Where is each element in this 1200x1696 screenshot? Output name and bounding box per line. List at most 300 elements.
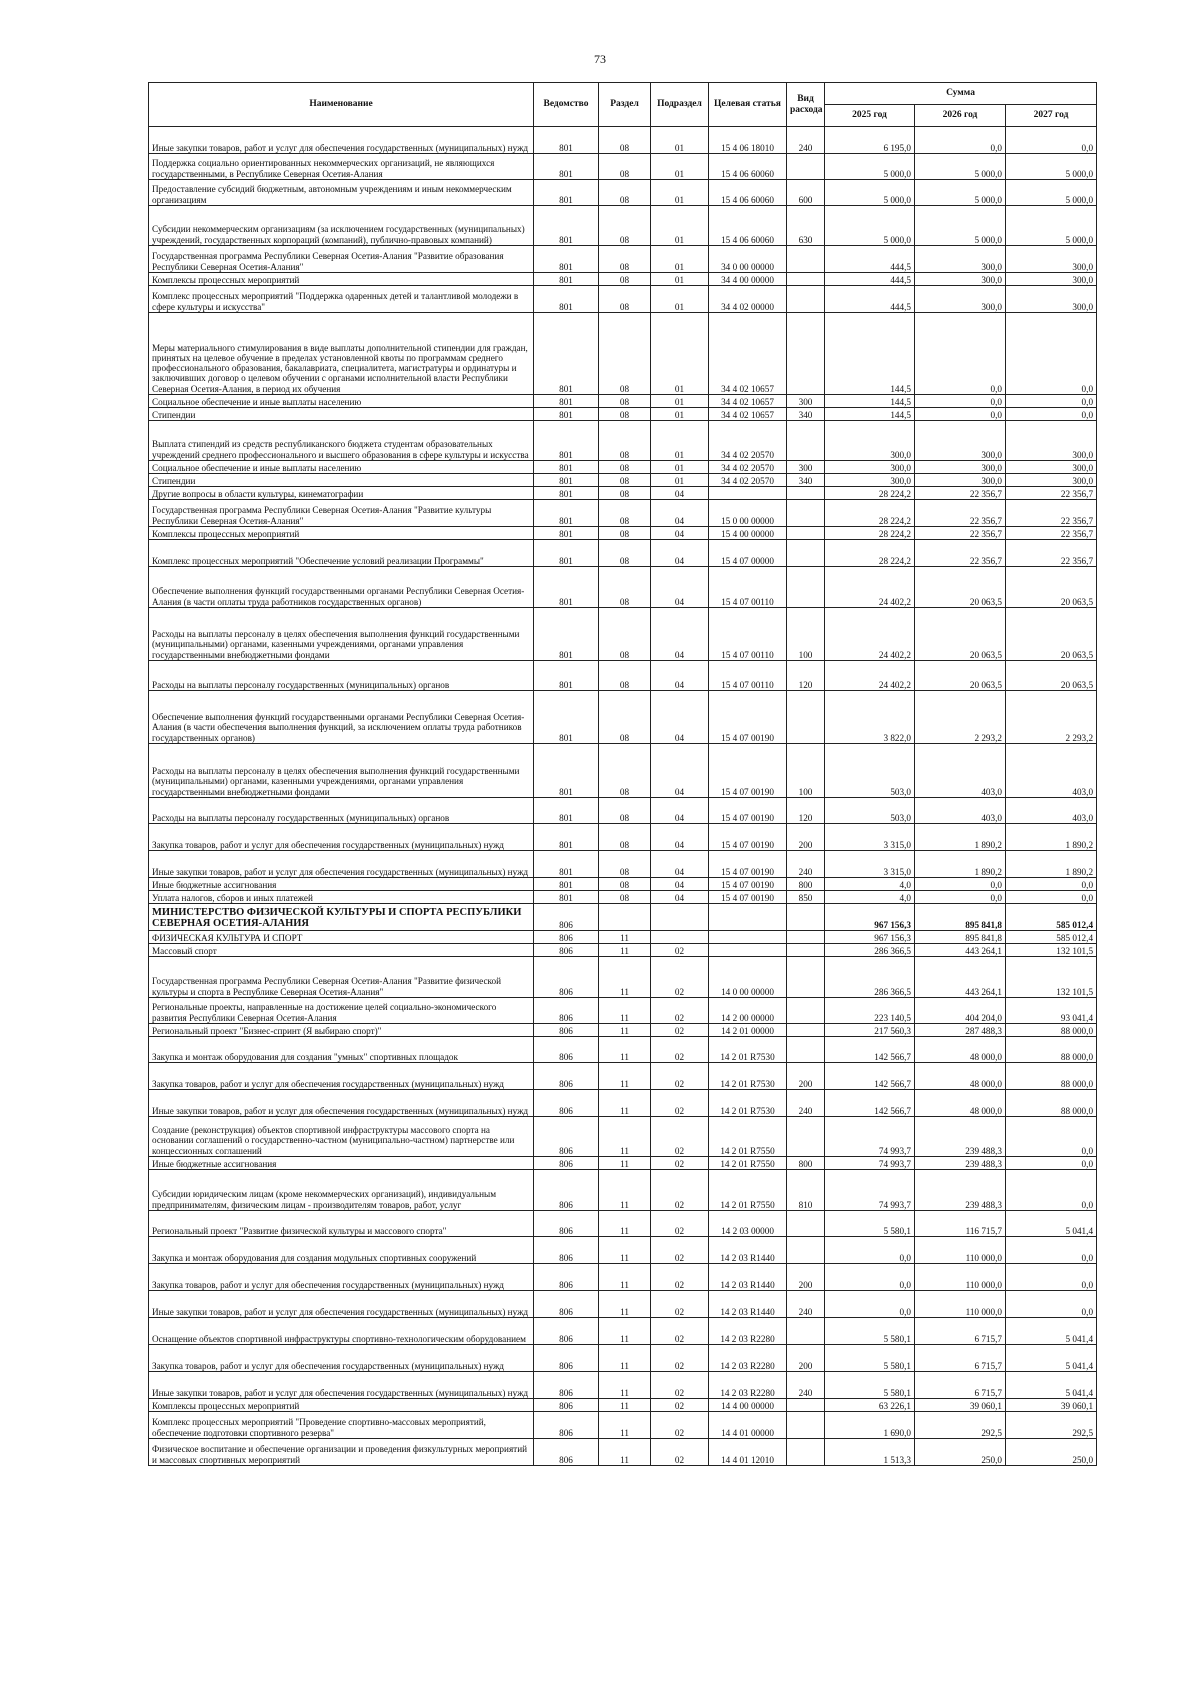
row-sum-2026: 239 488,3 [915,1117,1006,1157]
row-target: 34 4 00 00000 [709,273,787,286]
table-row [149,246,1097,273]
row-dept: 801 [534,527,599,540]
row-sum-2026: 300,0 [915,286,1006,313]
row-target: 14 2 01 R7530 [709,1063,787,1090]
row-expense-type [787,487,825,500]
row-sum-2027: 5 000,0 [1006,206,1097,246]
row-section: 08 [599,408,651,421]
row-sum-2026: 287 488,3 [915,1024,1006,1037]
row-section: 11 [599,998,651,1024]
row-target: 15 4 00 00000 [709,527,787,540]
row-sum-2026: 404 204,0 [915,998,1006,1024]
row-expense-type [787,1117,825,1157]
row-section: 08 [599,527,651,540]
row-target: 34 4 02 20570 [709,474,787,487]
row-sum-2026: 300,0 [915,421,1006,461]
row-target: 15 4 07 00190 [709,798,787,824]
row-sum-2025: 28 224,2 [825,500,915,527]
row-dept: 801 [534,421,599,461]
row-section: 08 [599,246,651,273]
row-section: 08 [599,824,651,851]
table-row [149,540,1097,567]
row-sum-2026: 895 841,8 [915,904,1006,931]
row-sum-2027: 0,0 [1006,878,1097,891]
row-subsection: 02 [651,1170,709,1211]
row-target [709,931,787,944]
row-expense-type [787,1318,825,1345]
row-sum-2026: 110 000,0 [915,1291,1006,1318]
row-sum-2025: 142 566,7 [825,1063,915,1090]
table-row [149,1264,1097,1291]
row-name: Закупка товаров, работ и услуг для обеспечения государственных (муниципальных) нужд [149,1063,534,1090]
row-name: Массовый спорт [149,944,534,957]
row-expense-type [787,691,825,744]
row-subsection: 02 [651,1439,709,1466]
row-sum-2027: 300,0 [1006,246,1097,273]
row-dept: 801 [534,851,599,878]
row-sum-2025: 300,0 [825,461,915,474]
row-name: Закупка товаров, работ и услуг для обеспечения государственных (муниципальных) нужд [149,824,534,851]
row-subsection: 04 [651,608,709,661]
row-dept: 806 [534,1117,599,1157]
row-sum-2025: 5 580,1 [825,1372,915,1399]
row-name: Закупка товаров, работ и услуг для обеспечения государственных (муниципальных) нужд [149,1264,534,1291]
row-dept: 801 [534,154,599,180]
row-subsection: 02 [651,998,709,1024]
row-name: Государственная программа Республики Северная Осетия-Алания "Развитие физической культуры и спорта в Республике Северная Осетия-Алания" [149,957,534,998]
row-sum-2026: 110 000,0 [915,1237,1006,1264]
row-sum-2025: 5 580,1 [825,1211,915,1237]
row-name: Закупка и монтаж оборудования для создания "умных" спортивных площадок [149,1037,534,1063]
row-dept: 806 [534,1090,599,1117]
row-sum-2027: 39 060,1 [1006,1399,1097,1412]
row-subsection: 02 [651,1399,709,1412]
row-dept: 801 [534,313,599,395]
row-sum-2027: 0,0 [1006,408,1097,421]
row-target: 34 4 02 10657 [709,395,787,408]
row-subsection: 01 [651,474,709,487]
row-section: 08 [599,691,651,744]
row-target: 15 4 06 18010 [709,127,787,154]
row-dept: 806 [534,1170,599,1211]
row-name: Региональные проекты, направленные на достижение целей социально-экономического развития Республики Северная Осетия-Алания [149,998,534,1024]
row-sum-2027: 0,0 [1006,395,1097,408]
row-sum-2025: 144,5 [825,408,915,421]
row-subsection: 04 [651,798,709,824]
row-sum-2025: 223 140,5 [825,998,915,1024]
row-target: 15 4 07 00190 [709,824,787,851]
row-name: Государственная программа Республики Северная Осетия-Алания "Развитие образования Республики Северная Осетия-Алания" [149,246,534,273]
row-expense-type: 240 [787,1291,825,1318]
row-target: 14 2 01 00000 [709,1024,787,1037]
row-sum-2026: 895 841,8 [915,931,1006,944]
row-dept: 801 [534,500,599,527]
row-sum-2025: 444,5 [825,246,915,273]
header-section: Раздел [599,83,651,127]
row-sum-2026: 22 356,7 [915,540,1006,567]
table-row [149,1090,1097,1117]
row-subsection: 01 [651,246,709,273]
row-sum-2026: 22 356,7 [915,487,1006,500]
row-dept: 806 [534,904,599,931]
row-subsection: 02 [651,1345,709,1372]
row-sum-2025: 967 156,3 [825,931,915,944]
row-name: Расходы на выплаты персоналу государственных (муниципальных) органов [149,798,534,824]
row-sum-2027: 132 101,5 [1006,957,1097,998]
row-name: Физическое воспитание и обеспечение организации и проведения физкультурных мероприятий и массовых спортивных мероприятий [149,1439,534,1466]
row-name: Иные закупки товаров, работ и услуг для обеспечения государственных (муниципальных) нужд [149,127,534,154]
row-sum-2026: 292,5 [915,1412,1006,1439]
row-sum-2025: 444,5 [825,273,915,286]
table-row [149,878,1097,891]
row-name: Другие вопросы в области культуры, кинематографии [149,487,534,500]
row-section: 11 [599,1291,651,1318]
row-name: Иные закупки товаров, работ и услуг для обеспечения государственных (муниципальных) нужд [149,851,534,878]
row-expense-type: 120 [787,661,825,691]
row-section: 08 [599,474,651,487]
row-name: Стипендии [149,408,534,421]
row-section: 11 [599,944,651,957]
table-row [149,180,1097,206]
row-subsection: 02 [651,1024,709,1037]
row-expense-type [787,313,825,395]
row-target: 34 4 02 10657 [709,313,787,395]
row-sum-2025: 74 993,7 [825,1117,915,1157]
row-sum-2027: 403,0 [1006,744,1097,798]
table-row [149,408,1097,421]
row-section: 08 [599,661,651,691]
row-sum-2027: 250,0 [1006,1439,1097,1466]
row-section: 08 [599,127,651,154]
row-dept: 801 [534,567,599,608]
row-subsection: 01 [651,408,709,421]
row-dept: 801 [534,691,599,744]
row-sum-2026: 6 715,7 [915,1318,1006,1345]
row-section: 11 [599,1211,651,1237]
row-name: Региональный проект "Бизнес-спринт (Я выбираю спорт)" [149,1024,534,1037]
table-row [149,206,1097,246]
row-sum-2025: 74 993,7 [825,1170,915,1211]
row-expense-type [787,527,825,540]
table-row [149,1291,1097,1318]
header-target: Целевая статья [709,83,787,127]
row-section: 08 [599,421,651,461]
row-sum-2027: 1 890,2 [1006,851,1097,878]
row-expense-type: 200 [787,1264,825,1291]
row-expense-type: 100 [787,744,825,798]
row-sum-2025: 3 822,0 [825,691,915,744]
table-row [149,1439,1097,1466]
row-target: 14 2 03 00000 [709,1211,787,1237]
row-name: Иные закупки товаров, работ и услуг для обеспечения государственных (муниципальных) нужд [149,1090,534,1117]
row-sum-2027: 132 101,5 [1006,944,1097,957]
row-expense-type [787,540,825,567]
row-dept: 801 [534,461,599,474]
row-sum-2026: 0,0 [915,395,1006,408]
table-row [149,1318,1097,1345]
row-section: 11 [599,1237,651,1264]
row-sum-2026: 48 000,0 [915,1063,1006,1090]
table-row [149,1037,1097,1063]
row-subsection: 01 [651,273,709,286]
row-target: 34 4 02 10657 [709,408,787,421]
row-sum-2025: 24 402,2 [825,567,915,608]
row-sum-2026: 116 715,7 [915,1211,1006,1237]
row-target: 14 4 01 12010 [709,1439,787,1466]
table-row [149,944,1097,957]
row-dept: 801 [534,474,599,487]
row-dept: 801 [534,824,599,851]
row-dept: 801 [534,744,599,798]
table-row [149,891,1097,904]
row-dept: 806 [534,1024,599,1037]
row-dept: 801 [534,395,599,408]
row-subsection: 01 [651,180,709,206]
row-dept: 806 [534,1439,599,1466]
row-expense-type: 240 [787,1372,825,1399]
row-sum-2027: 22 356,7 [1006,487,1097,500]
row-subsection: 02 [651,1318,709,1345]
row-sum-2026: 239 488,3 [915,1157,1006,1170]
row-dept: 806 [534,1264,599,1291]
page-number: 73 [594,52,606,66]
row-subsection: 04 [651,851,709,878]
row-name: Уплата налогов, сборов и иных платежей [149,891,534,904]
row-subsection: 01 [651,313,709,395]
row-target: 15 4 07 00190 [709,744,787,798]
row-expense-type: 120 [787,798,825,824]
row-sum-2026: 0,0 [915,878,1006,891]
row-sum-2026: 22 356,7 [915,500,1006,527]
row-section: 11 [599,1063,651,1090]
row-sum-2025: 5 580,1 [825,1318,915,1345]
row-expense-type [787,286,825,313]
row-sum-2027: 292,5 [1006,1412,1097,1439]
row-target: 15 4 06 60060 [709,206,787,246]
row-sum-2026: 22 356,7 [915,527,1006,540]
row-section: 08 [599,878,651,891]
row-sum-2025: 5 000,0 [825,180,915,206]
row-expense-type [787,1037,825,1063]
row-sum-2025: 286 366,5 [825,944,915,957]
row-expense-type [787,1399,825,1412]
row-expense-type [787,957,825,998]
row-expense-type [787,1237,825,1264]
row-target: 15 4 07 00190 [709,851,787,878]
row-sum-2026: 300,0 [915,246,1006,273]
row-dept: 806 [534,1372,599,1399]
row-section: 08 [599,206,651,246]
row-sum-2025: 5 000,0 [825,154,915,180]
row-expense-type [787,998,825,1024]
table-row [149,931,1097,944]
row-section [599,904,651,931]
table-row [149,1399,1097,1412]
header-name: Наименование [149,83,534,127]
row-expense-type [787,1439,825,1466]
row-dept: 806 [534,998,599,1024]
row-target [709,944,787,957]
row-name: Меры материального стимулирования в виде выплаты дополнительной стипендии для граждан, принятых на целевое обучение в пределах установленной квоты по программам среднего профессионального образования, бакалавриата, специалитета, магистратуры и ординатуры и заключивших договор о целевом обучении с органами исполнительной власти Республики Северная Осетия-Алания, в период их обучения [149,313,534,395]
row-name: Расходы на выплаты персоналу в целях обеспечения выполнения функций государственными (муниципальными) органами, казенными учреждениями, органами управления государственными внебюджетными фондами [149,744,534,798]
row-sum-2027: 20 063,5 [1006,567,1097,608]
row-subsection [651,904,709,931]
row-subsection: 01 [651,154,709,180]
row-expense-type: 200 [787,1345,825,1372]
row-name: Комплексы процессных мероприятий [149,527,534,540]
row-target: 14 4 00 00000 [709,1399,787,1412]
row-name: Обеспечение выполнения функций государственными органами Республики Северная Осетия-Алания (в части обеспечения выполнения функций, за исключением оплаты труда работников государственных органов) [149,691,534,744]
row-sum-2026: 443 264,1 [915,957,1006,998]
row-sum-2025: 144,5 [825,395,915,408]
row-sum-2025: 1 690,0 [825,1412,915,1439]
table-row [149,421,1097,461]
row-sum-2026: 5 000,0 [915,180,1006,206]
row-expense-type [787,1024,825,1037]
row-sum-2025: 217 560,3 [825,1024,915,1037]
row-expense-type: 300 [787,461,825,474]
row-section: 08 [599,851,651,878]
row-sum-2027: 403,0 [1006,798,1097,824]
row-section: 11 [599,931,651,944]
row-sum-2025: 300,0 [825,474,915,487]
row-sum-2025: 0,0 [825,1291,915,1318]
row-sum-2025: 6 195,0 [825,127,915,154]
row-target: 14 2 03 R2280 [709,1318,787,1345]
row-sum-2026: 20 063,5 [915,567,1006,608]
row-sum-2025: 4,0 [825,891,915,904]
row-name: Комплекс процессных мероприятий "Проведение спортивно-массовых мероприятий, обеспечение подготовки спортивного резерва" [149,1412,534,1439]
row-target: 14 2 01 R7530 [709,1037,787,1063]
row-target: 14 2 01 R7550 [709,1170,787,1211]
row-dept: 801 [534,878,599,891]
row-section: 11 [599,1024,651,1037]
row-dept: 801 [534,206,599,246]
row-sum-2027: 20 063,5 [1006,608,1097,661]
row-expense-type: 340 [787,474,825,487]
row-expense-type: 850 [787,891,825,904]
row-section: 11 [599,1372,651,1399]
row-target: 14 2 00 00000 [709,998,787,1024]
row-expense-type: 810 [787,1170,825,1211]
row-expense-type: 800 [787,878,825,891]
row-dept: 806 [534,1318,599,1345]
table-row [149,851,1097,878]
row-target: 34 0 00 00000 [709,246,787,273]
row-name: Оснащение объектов спортивной инфраструктуры спортивно-технологическим оборудованием [149,1318,534,1345]
row-target: 15 0 00 00000 [709,500,787,527]
row-section: 11 [599,1117,651,1157]
table-row [149,744,1097,798]
row-subsection: 02 [651,1063,709,1090]
row-target: 14 2 01 R7550 [709,1117,787,1157]
table-row [149,500,1097,527]
row-subsection: 01 [651,395,709,408]
row-name: Выплата стипендий из средств республиканского бюджета студентам образовательных учреждений среднего профессионального и высшего образования в сфере культуры и искусства [149,421,534,461]
row-subsection: 02 [651,1237,709,1264]
row-name: Комплекс процессных мероприятий "Поддержка одаренных детей и талантливой молодежи в сфере культуры и искусства" [149,286,534,313]
row-expense-type [787,567,825,608]
row-sum-2027: 300,0 [1006,474,1097,487]
row-sum-2025: 300,0 [825,421,915,461]
row-section: 11 [599,1318,651,1345]
row-sum-2026: 6 715,7 [915,1372,1006,1399]
row-section: 08 [599,395,651,408]
row-sum-2025: 967 156,3 [825,904,915,931]
row-sum-2027: 0,0 [1006,1157,1097,1170]
row-sum-2025: 24 402,2 [825,661,915,691]
row-name: Расходы на выплаты персоналу государственных (муниципальных) органов [149,661,534,691]
row-target: 14 2 03 R2280 [709,1372,787,1399]
table-row [149,1372,1097,1399]
row-target [709,487,787,500]
row-sum-2026: 1 890,2 [915,824,1006,851]
row-sum-2027: 585 012,4 [1006,904,1097,931]
row-section: 08 [599,313,651,395]
row-sum-2025: 5 000,0 [825,206,915,246]
row-subsection: 04 [651,691,709,744]
row-expense-type [787,944,825,957]
row-expense-type: 240 [787,851,825,878]
row-dept: 801 [534,180,599,206]
row-name: Социальное обеспечение и иные выплаты населению [149,461,534,474]
row-section: 08 [599,487,651,500]
row-sum-2025: 3 315,0 [825,851,915,878]
row-subsection: 02 [651,1117,709,1157]
row-target: 15 4 07 00190 [709,891,787,904]
row-sum-2025: 63 226,1 [825,1399,915,1412]
row-dept: 806 [534,957,599,998]
row-sum-2025: 74 993,7 [825,1157,915,1170]
table-row [149,904,1097,931]
row-name: Создание (реконструкция) объектов спортивной инфраструктуры массового спорта на основании соглашений о государственно-частном (муниципально-частном) партнерстве или концессионных соглашений [149,1117,534,1157]
row-target: 15 4 07 00110 [709,661,787,691]
table-row [149,691,1097,744]
row-expense-type: 340 [787,408,825,421]
row-target: 14 2 03 R1440 [709,1264,787,1291]
row-expense-type [787,246,825,273]
row-expense-type [787,421,825,461]
row-target: 15 4 07 00000 [709,540,787,567]
row-sum-2025: 0,0 [825,1264,915,1291]
row-name: Региональный проект "Развитие физической культуры и массового спорта" [149,1211,534,1237]
row-subsection: 02 [651,1090,709,1117]
row-sum-2025: 1 513,3 [825,1439,915,1466]
row-section: 08 [599,286,651,313]
row-sum-2026: 2 293,2 [915,691,1006,744]
table-row [149,395,1097,408]
header-expense-type: Вид расхода [787,83,825,127]
row-section: 11 [599,1399,651,1412]
row-sum-2026: 300,0 [915,461,1006,474]
row-dept: 806 [534,1237,599,1264]
row-name: Стипендии [149,474,534,487]
row-sum-2027: 88 000,0 [1006,1024,1097,1037]
row-name: Поддержка социально ориентированных некоммерческих организаций, не являющихся государственными, в Республике Северная Осетия-Алания [149,154,534,180]
row-section: 08 [599,273,651,286]
table-row [149,286,1097,313]
row-expense-type [787,904,825,931]
row-sum-2026: 300,0 [915,273,1006,286]
row-expense-type: 240 [787,1090,825,1117]
row-subsection: 04 [651,500,709,527]
table-row [149,273,1097,286]
row-subsection: 04 [651,891,709,904]
row-name: Иные бюджетные ассигнования [149,878,534,891]
row-dept: 801 [534,286,599,313]
table-row [149,1412,1097,1439]
row-target: 15 4 07 00190 [709,878,787,891]
